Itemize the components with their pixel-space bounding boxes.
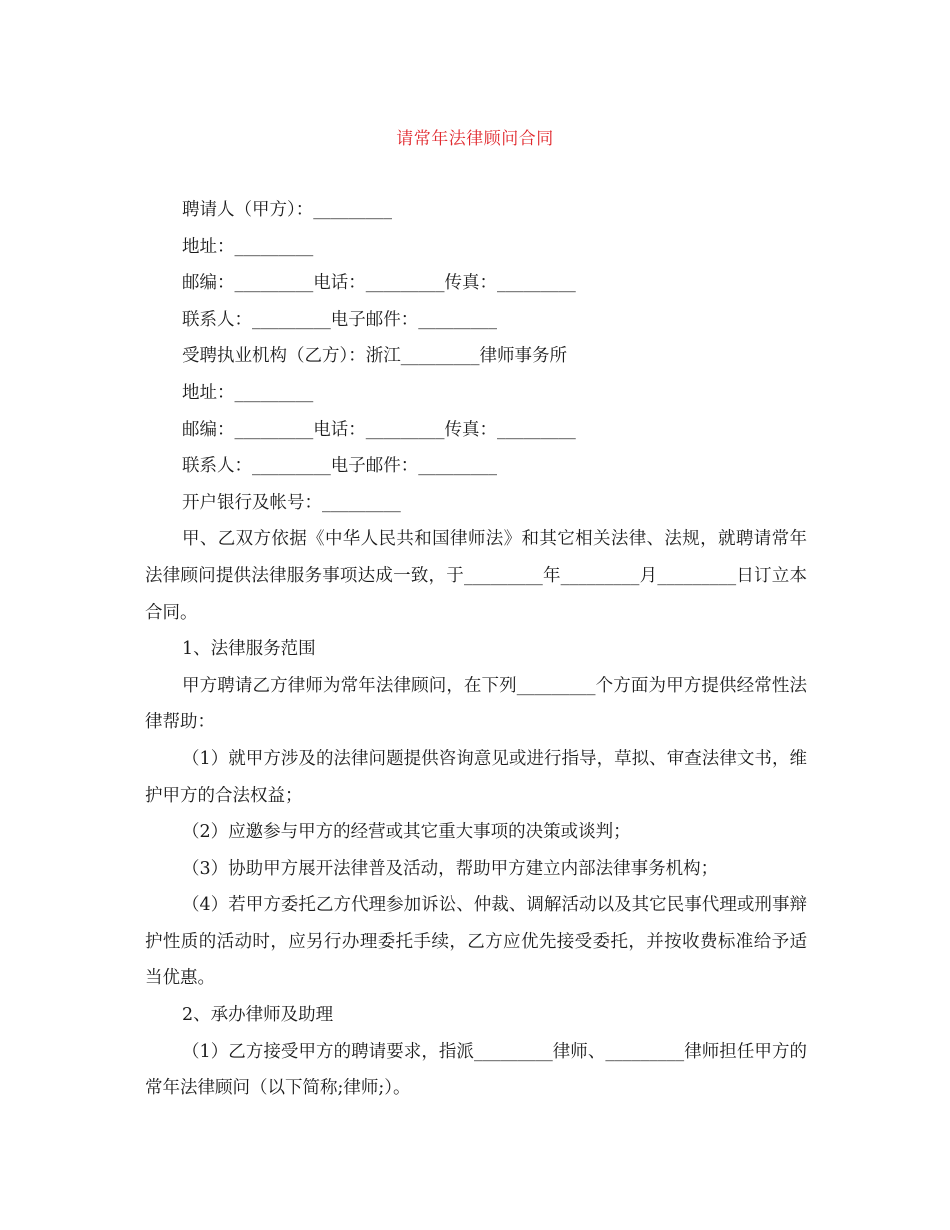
section-1-heading: 1、法律服务范围 [182, 639, 316, 660]
party-b-contact-numbers: 邮编：_________电话：_________传真：_________ [182, 419, 576, 440]
document-body [145, 192, 807, 1107]
party-b-bank-account: 开户银行及帐号：_________ [182, 492, 401, 513]
section-1-item-2: （2）应邀参与甲方的经营或其它重大事项的决策或谈判； [182, 822, 631, 843]
party-a-contact-person: 联系人：_________电子邮件：_________ [182, 309, 497, 330]
section-2-heading: 2、承办律师及助理 [182, 1005, 334, 1026]
party-a-employer: 聘请人（甲方）：_________ [182, 200, 392, 220]
section-1-item-4: （4）若甲方委托乙方代理参加诉讼、仲裁、调解活动以及其它民事代理或刑事辩护性质的活动时，应另行办理委托手续，乙方应优先接受委托，并按收费标准给予适当优惠。 [145, 895, 807, 989]
section-1-item-1: （1）就甲方涉及的法律问题提供咨询意见或进行指导，草拟、审查法律文书，维护甲方的合法权益； [145, 748, 807, 806]
section-2-item-1: （1）乙方接受甲方的聘请要求，指派_________律师、_________律师担任甲方的常年法律顾问（以下简称;律师;）。 [145, 1041, 807, 1099]
party-b-address: 地址：_________ [182, 382, 314, 403]
party-b-firm: 受聘执业机构（乙方）：浙江_________律师事务所 [182, 346, 567, 367]
document-title: 请常年法律顾问合同 [396, 129, 554, 149]
preamble-paragraph: 甲、乙双方依据《中华人民共和国律师法》和其它相关法律、法规，就聘请常年法律顾问提供法律服务事项达成一致，于_________年_________月_________日订立本合同。 [145, 529, 807, 623]
party-b-contact-person: 联系人：_________电子邮件：_________ [182, 456, 497, 477]
section-1-item-3: （3）协助甲方展开法律普及活动，帮助甲方建立内部法律事务机构； [182, 858, 719, 879]
party-a-address: 地址：_________ [182, 236, 314, 257]
section-1-intro: 甲方聘请乙方律师为常年法律顾问，在下列_________个方面为甲方提供经常性法律帮助： [145, 675, 807, 733]
party-a-contact-numbers: 邮编：_________电话：_________传真：_________ [182, 273, 576, 294]
